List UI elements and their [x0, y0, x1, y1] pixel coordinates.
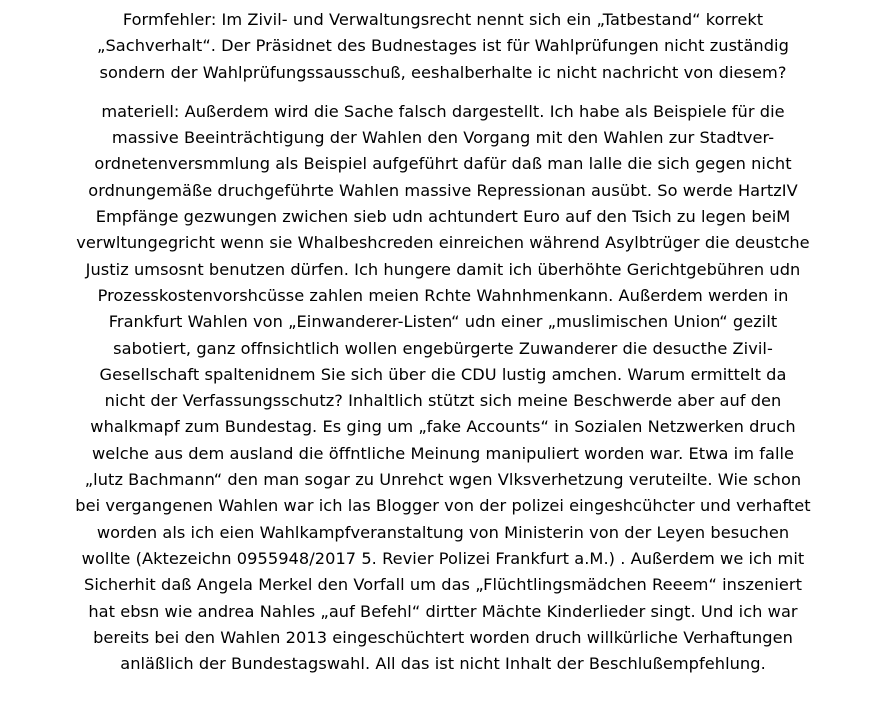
text-line: anläßlich der Bundestagswahl. All das ist nicht Inhalt der Beschlußempfehlung.	[120, 654, 766, 674]
paragraph-material	[0, 99, 886, 678]
text-line: bereits bei den Wahlen 2013 eingeschüchtert worden druch willkürliche Verhaftungen	[93, 627, 793, 647]
text-line: whalkmapf zum Bundestag. Es ging um „fake Accounts“ in Sozialen Netzwerken druch	[90, 417, 796, 437]
text-line: sondern der Wahlprüfungssausschuß, eeshalberhalte ic nicht nachricht von diesem?	[99, 62, 787, 82]
text-line: sabotiert, ganz offnsichtlich wollen engebürgerte Zuwanderer die desucthe Zivil-	[113, 338, 773, 358]
text-line: ordnungemäße druchgeführte Wahlen massive Repressionan ausübt. So werde HartzIV	[88, 180, 798, 200]
text-line: Justiz umsosnt benutzen dürfen. Ich hungere damit ich überhöhte Gerichtgebühren udn	[85, 259, 801, 279]
paragraph-gap	[0, 86, 886, 99]
text-line: Gesellschaft spaltenidnem Sie sich über die CDU lustig amchen. Warum ermittelt da	[99, 364, 787, 384]
text-line: nicht der Verfassungsschutz? Inhaltlich stützt sich meine Beschwerde aber auf den	[104, 391, 782, 411]
text-line: bei vergangenen Wahlen war ich las Blogger von der polizei eingeshcühcter und verhaftet	[75, 496, 811, 516]
text-line: materiell: Außerdem wird die Sache falsch dargestellt. Ich habe als Beispiele für die	[101, 101, 785, 121]
text-line: „Sachverhalt“. Der Präsidnet des Budnestages ist für Wahlprüfungen nicht zuständig	[97, 36, 789, 56]
text-line: Empfänge gezwungen zwichen sieb udn achtundert Euro auf den Tsich zu legen beiM	[95, 207, 791, 227]
text-line: Formfehler: Im Zivil- und Verwaltungsrecht nennt sich ein „Tatbestand“ korrekt	[122, 10, 764, 29]
text-line: Sicherhit daß Angela Merkel den Vorfall um das „Flüchtlingsmädchen Reeem“ inszeniert	[84, 575, 802, 595]
text-line: massive Beeinträchtigung der Wahlen den Vorgang mit den Wahlen zur Stadtver-	[111, 128, 775, 148]
text-line: wollte (Aktezeichn 0955948/2017 5. Revier Polizei Frankfurt a.M.) . Außerdem we ich mit	[81, 548, 805, 568]
text-line: „lutz Bachmann“ den man sogar zu Unrehct wgen Vlksverhetzung veruteilte. Wie schon	[84, 470, 802, 490]
text-line: hat ebsn wie andrea Nahles „auf Befehl“ dirtter Mächte Kinderlieder singt. Und ich war	[88, 601, 798, 621]
text-line: verwltungegricht wenn sie Whalbeshcreden einreichen während Asylbtrüger die deustche	[76, 233, 810, 253]
text-line: Prozesskostenvorshcüsse zahlen meien Rchte Wahnhmenkann. Außerdem werden in	[97, 285, 789, 305]
text-line: Frankfurt Wahlen von „Einwanderer-Listen“ udn einer „muslimischen Union“ gezilt	[108, 312, 778, 332]
text-line: welche aus dem ausland die öffntliche Meinung manipuliert worden war. Etwa im falle	[91, 443, 795, 463]
text-line: worden als ich eien Wahlkampfveranstaltung von Ministerin von der Leyen besuchen	[96, 522, 790, 542]
paragraph-formal-errors	[0, 7, 886, 86]
text-line: ordnetenversmmlung als Beispiel aufgeführt dafür daß man lalle die sich gegen nicht	[94, 154, 792, 174]
